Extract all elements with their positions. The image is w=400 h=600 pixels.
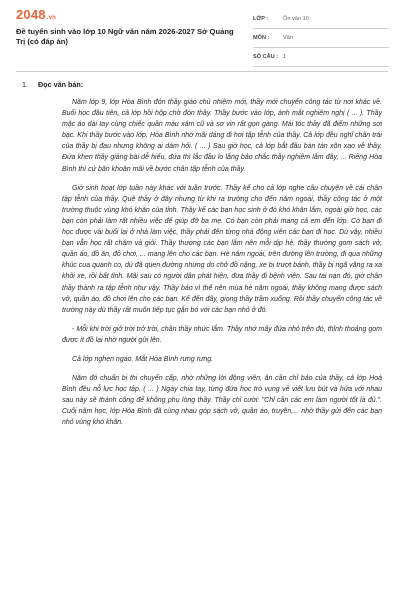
meta-label-so-cau: SỐ CÂU : <box>253 54 279 60</box>
question-number: 1. <box>22 80 28 89</box>
site-logo[interactable] <box>16 7 56 22</box>
meta-row-lop <box>253 14 389 29</box>
meta-row-mon <box>253 33 389 48</box>
header-divider <box>16 71 388 72</box>
meta-value-so-cau: 1 <box>283 54 287 60</box>
meta-row-so-cau <box>253 52 389 67</box>
passage-paragraph-3: - Mỗi khi trời giở trời trở trời, chân thầy nhức lắm. Thầy nhớ mấy đứa nhỏ trên đó, thỉnh thoảng gom được ít đồ lại nhờ người gửi lên. <box>62 325 382 344</box>
logo-suffix: .vn <box>46 15 57 21</box>
passage-paragraph-1: Năm lớp 9, lớp Hòa Bình đón thầy giáo chủ nhiệm mới, thầy mới chuyển công tác từ nơi khác về. Buổi học đầu tiên, cả lớp hồi hộp chờ đón thầy. Thầy bước vào lớp, ánh mắt nghiêm nghị ( ... ). Thầy mặc áo dài tay cùng chiếc quần màu xám cũ và sơ vin rất gọn gàng. Mái tóc thầy đã điểm những sợi bạc. Khi thầy bước vào lớp, Hòa Bình nhớ mãi dáng đi hơi tập tễnh của thầy. Cả lớp đều nghĩ chân trái của thầy bị đau nhưng không ai dám hỏi. ( ... ) Sau giờ học, cả lớp bắt đầu bàn tán xôn xao về thầy. Đứa khen thầy giảng bài dễ hiểu, đứa thì lắc đầu lo lắng bảo chắc thầy nghiêm lắm đây, ... Riêng Hòa Bình thì cứ băn khoăn mãi về bước chân tập tễnh của thầy. <box>62 99 382 173</box>
meta-info-box <box>253 14 389 67</box>
document-header <box>0 0 400 68</box>
document-title: Đề tuyển sinh vào lớp 10 Ngữ văn năm 2026-2027 Sở Quảng Trị (có đáp án) <box>16 27 234 46</box>
reading-passage <box>62 97 382 437</box>
question-title: Đọc văn bản: <box>38 80 84 89</box>
meta-value-mon: Văn <box>283 35 293 41</box>
meta-value-lop: Ôn vào 10 <box>283 16 309 22</box>
logo-text: 2048 <box>16 7 46 22</box>
question-heading <box>22 80 83 89</box>
passage-paragraph-4: Cả lớp nghẹn ngào. Mắt Hòa Bình rưng rưng. <box>72 355 214 363</box>
meta-label-lop: LỚP : <box>253 16 269 22</box>
passage-paragraph-2: Giờ sinh hoạt lớp tuần này khác với tuần trước. Thầy kể cho cả lớp nghe câu chuyện về cái chân tập tễnh của thầy. Quê thầy ở đây nhưng từ khi ra trường cho đến năm ngoái, thầy công tác ở một trường thuộc vùng khó khăn của tỉnh. Thầy kể các bạn học sinh ở đó khó khăn lắm, ngoài giờ học, các bạn còn phải làm rất nhiều việc để giúp đỡ ba mẹ. Có bạn còn phải mang cả em đến lớp. Có bạn đi học được vài buổi lại ở nhà làm việc, thầy phải đến từng nhà động viên các bạn đi học. Dù vậy, nhiều bạn vẫn học rất chăm và giỏi. Thầy thương các bạn lắm nên mỗi dịp hè, thầy thường gom sách vở, quần áo, đồ ăn, đồ chơi, ... mang lên cho các bạn. Hè năm ngoái, trên đường lên trường, đi qua những khúc cua quanh co, dù đã quen đường nhưng do chở đồ nặng, xe bị trượt bánh, thầy bị ngã văng ra xa khỏi xe, rồi bất tỉnh. Mãi sau có người dân phát hiện, đưa thầy đi bệnh viện. Sau tai nạn đó, giờ chân thầy thành ra tập tễnh như vậy. Thầy bảo vì thế nên mùa hè năm ngoái, thầy không mang được sách vở, quần áo, đồ chơi lên cho các bạn. Kể đến đây, giọng thầy trầm xuống. Rồi thầy chuyển công tác về trường này dù thầy rất muốn tiếp tục gắn bó với các bạn nhỏ ở đó. <box>62 184 382 314</box>
passage-paragraph-5: Năm đó chuẩn bị thi chuyển cấp, nhờ những lời động viên, ân cần chỉ bảo của thầy, cả lớp Hoà Bình đều nỗ lực học tập. ( ... ) Ngày chia tay, từng đứa học trò vụng về viết lưu bút và hứa với nhau sau này sẽ thành công để không phụ lòng thầy. Thầy chỉ cười: "Chỉ cần các em làm người tốt là đủ.". Cuối năm học, lớp Hòa Bình đã cùng nhau góp sách vở, quần áo, truyện,... nhờ thầy gửi đến các bạn nhỏ vùng khó khăn. <box>62 375 382 427</box>
meta-label-mon: MÔN : <box>253 35 270 41</box>
